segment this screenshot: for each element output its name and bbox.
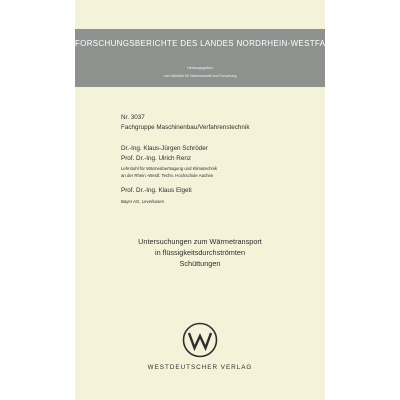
affiliation-1: Lehrstuhl für Wärmeübertragung und Klimatechnik [121, 166, 218, 171]
publisher-name: WESTDEUTSCHER VERLAG [147, 364, 253, 371]
report-number: Nr. 3037 [121, 114, 145, 121]
author-1: Dr.-Ing. Klaus-Jürgen Schröder [121, 145, 208, 152]
title-line-1: Untersuchungen zum Wärmetransport [138, 237, 262, 246]
publisher-logo-icon [182, 322, 218, 358]
edited-by: vom Minister für Wissenschaft und Forschung [163, 74, 237, 78]
series-band [75, 29, 342, 87]
book-cover [75, 0, 342, 400]
affiliation-3: Bayer AG, Leverkusen [121, 199, 164, 204]
subject-group: Fachgruppe Maschinenbau/Verfahrenstechnik [121, 124, 250, 131]
title-line-3: Schüttungen [179, 259, 221, 268]
title-line-2: in flüssigkeitsdurchströmten [154, 248, 246, 257]
series-title: FORSCHUNGSBERICHTE DES LANDES NORDRHEIN-WESTFALEN [75, 39, 342, 48]
edited-label: Herausgegeben [187, 66, 213, 70]
author-2: Prof. Dr.-Ing. Ulrich Renz [121, 155, 191, 162]
affiliation-2: an der Rhein.-Westf. Techn. Hochschule Aachen [121, 173, 214, 178]
author-3: Prof. Dr.-Ing. Klaus Elgeti [121, 187, 192, 194]
